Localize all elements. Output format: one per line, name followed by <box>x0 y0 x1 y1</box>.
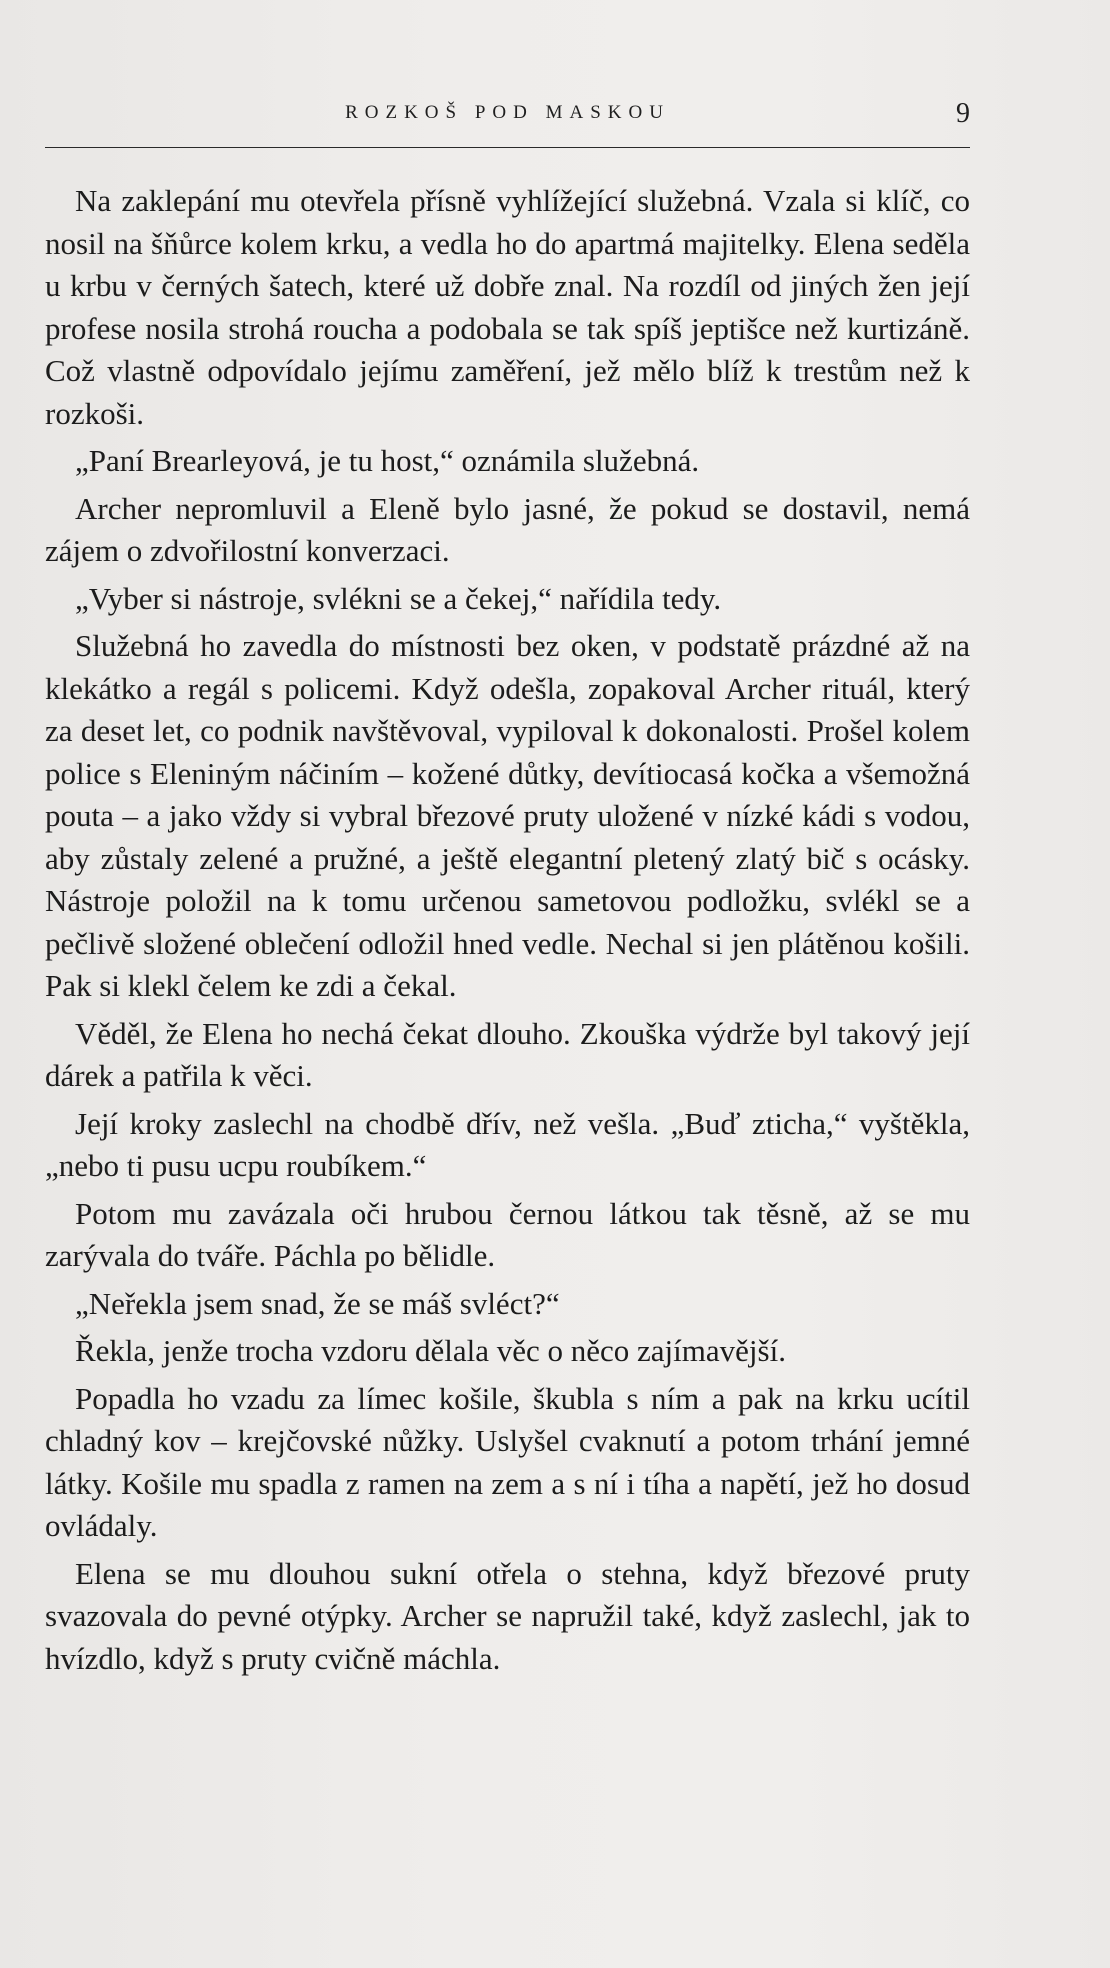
paragraph: Služebná ho zavedla do místnosti bez oken, v podstatě prázdné až na klekátko a regál s policemi. Když odešla, zopakoval Archer rituál, který za deset let, co podnik navštěvoval, vypiloval k dokonalosti. Prošel kolem police s Eleniným náčiním – kožené důtky, devítiocasá kočka a všemožná pouta – a jako vždy si vybral březové pruty uložené v nízké kádi s vodou, aby zůstaly zelené a pružné, a ještě elegantní pletený zlatý bič s ocásky. Nástroje položil na k tomu určenou sametovou podložku, svlékl se a pečlivě složené oblečení odložil hned vedle. Nechal si jen plátěnou košili. Pak si klekl čelem ke zdi a čekal. <box>45 628 970 1003</box>
header-rule <box>45 147 970 148</box>
paragraph: Na zaklepání mu otevřela přísně vyhlížející služebná. Vzala si klíč, co nosil na šňůrce kolem krku, a vedla ho do apartmá majitelky. Elena seděla u krbu v černých šatech, které už dobře znal. Na rozdíl od jiných žen její profese nosila strohá roucha a podobala se tak spíš jeptišce než kurtizáně. Což vlastně odpovídalo jejímu zaměření, jež mělo blíž k trestům než k rozkoši. <box>45 183 970 431</box>
paragraph: Její kroky zaslechl na chodbě dřív, než vešla. „Buď zticha,“ vyštěkla, „nebo ti pusu ucpu roubíkem.“ <box>45 1105 970 1183</box>
paragraph: Popadla ho vzadu za límec košile, škubla s ním a pak na krku ucítil chladný kov – krejčovské nůžky. Uslyšel cvaknutí a potom trhání jemné látky. Košile mu spadla z ramen na zem a s ní i tíha a napětí, jež ho dosud ovládaly. <box>45 1380 970 1543</box>
paragraph: Elena se mu dlouhou sukní otřela o stehna, když březové pruty svazovala do pevné otýpky. Archer se napružil také, když zaslechl, jak to hvízdlo, když s pruty cvičně máchla. <box>45 1555 970 1676</box>
running-title: ROZKOŠ POD MASKOU <box>345 102 670 123</box>
page-number: 9 <box>956 98 970 129</box>
paragraph: Potom mu zavázala oči hrubou černou látkou tak těsně, až se mu zarývala do tváře. Páchla po bělidle. <box>45 1195 970 1273</box>
paragraph: „Paní Brearleyová, je tu host,“ oznámila služebná. <box>75 443 700 478</box>
paragraph: Věděl, že Elena ho nechá čekat dlouho. Zkouška výdrže byl takový její dárek a patřila k věci. <box>45 1015 970 1093</box>
paragraph: Řekla, jenže trocha vzdoru dělala věc o něco zajímavější. <box>75 1333 786 1368</box>
body-text <box>45 180 970 1685</box>
paragraph: Archer nepromluvil a Eleně bylo jasné, že pokud se dostavil, nemá zájem o zdvořilostní konverzaci. <box>45 490 970 568</box>
paragraph: „Vyber si nástroje, svlékni se a čekej,“ nařídila tedy. <box>75 580 722 616</box>
running-head <box>45 98 970 138</box>
paragraph: „Neřekla jsem snad, že se máš svléct?“ <box>75 1285 560 1321</box>
